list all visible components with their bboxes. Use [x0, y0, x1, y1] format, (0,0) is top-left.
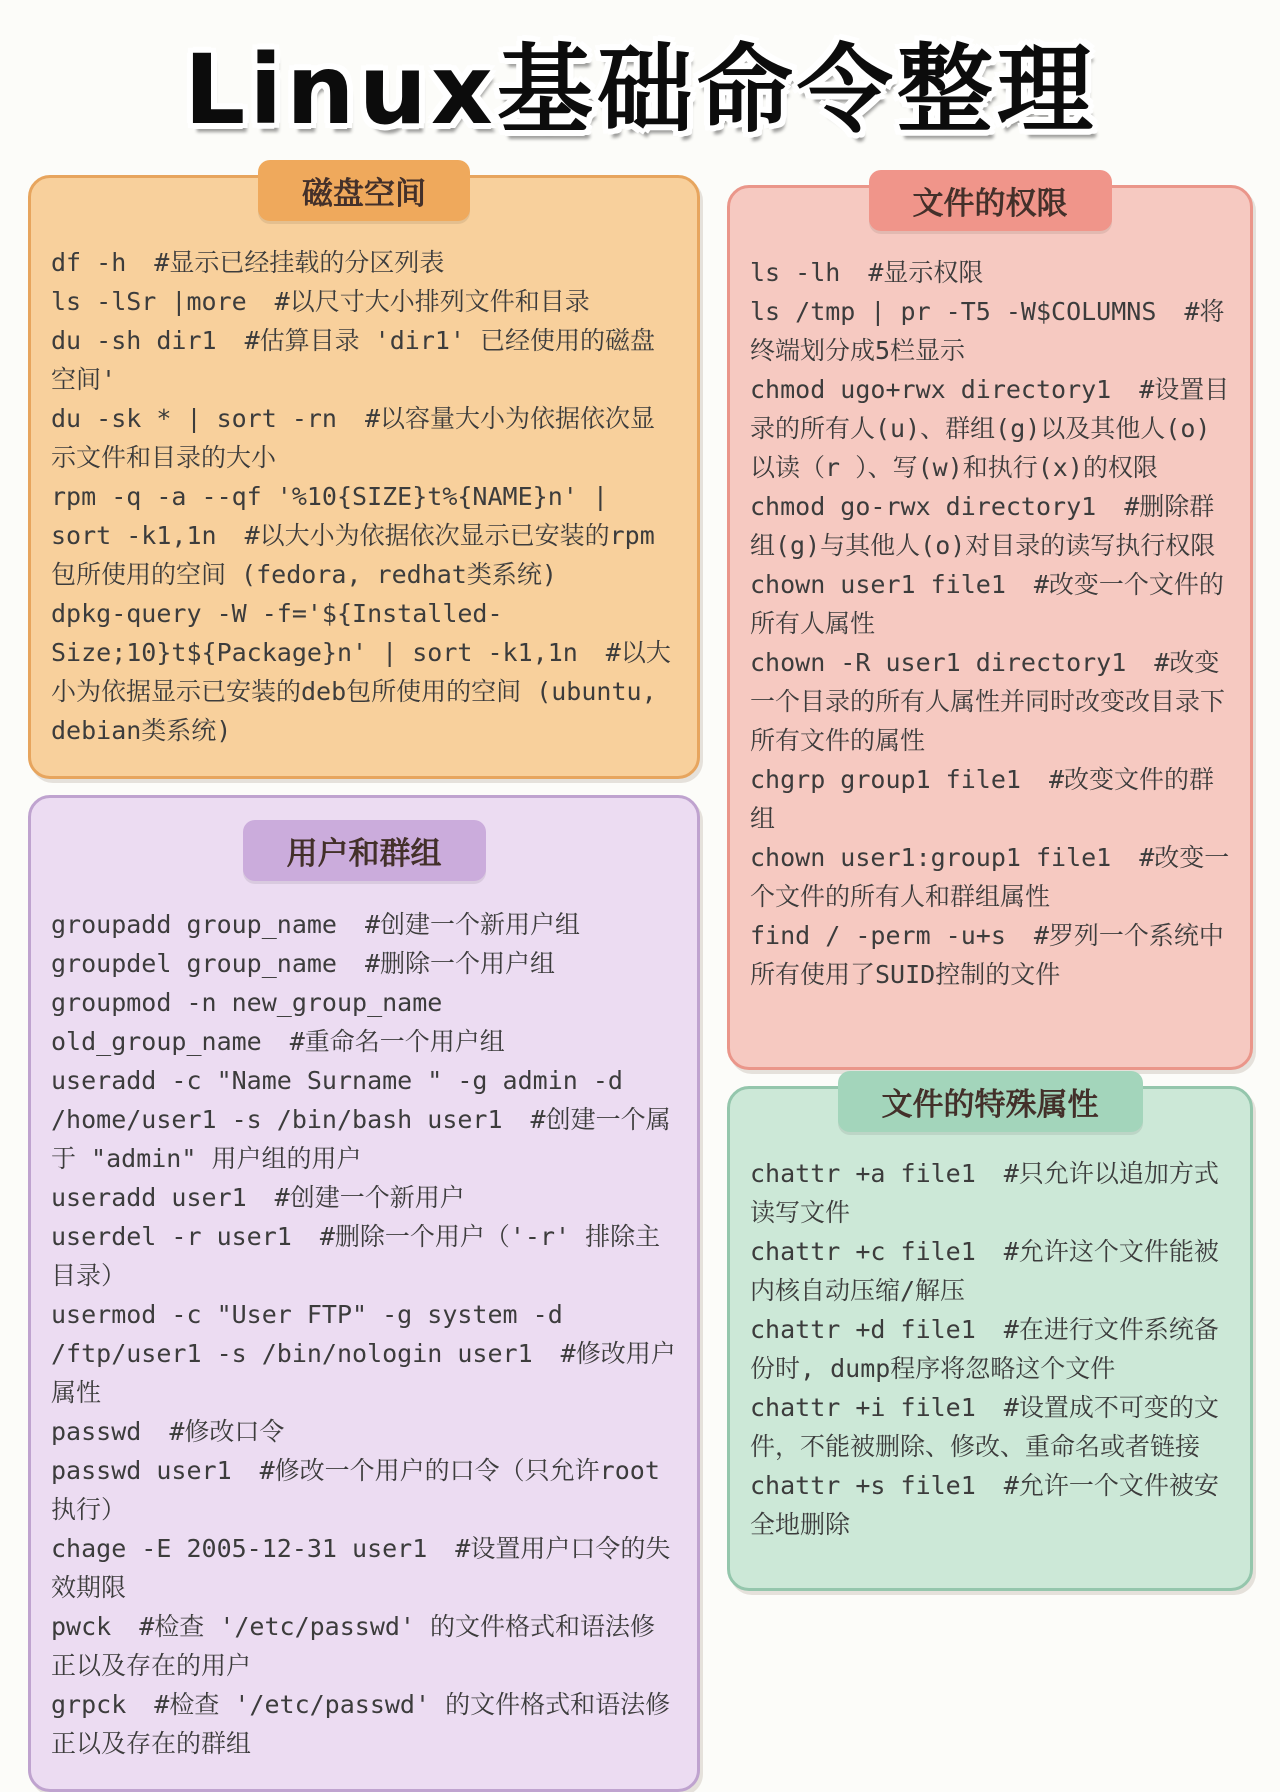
command-text: userdel -r user1 — [51, 1221, 292, 1251]
command-text: chgrp group1 file1 — [750, 764, 1021, 794]
command-entry — [750, 565, 1230, 643]
command-entry — [51, 1451, 677, 1529]
command-comment: #改变一个文件的所有人属性 — [750, 569, 1224, 638]
left-column — [28, 175, 700, 1792]
command-text: groupadd group_name — [51, 909, 337, 939]
command-comment: #设置用户口令的失效期限 — [51, 1533, 671, 1602]
command-entry — [750, 916, 1230, 994]
command-comment: #罗列一个系统中所有使用了SUID控制的文件 — [750, 920, 1224, 989]
command-comment: #显示已经挂载的分区列表 — [154, 247, 445, 277]
command-comment: #创建一个新用户组 — [364, 909, 581, 939]
command-text: grpck — [51, 1689, 127, 1719]
command-entry — [51, 477, 677, 594]
card-file-permissions — [727, 185, 1253, 1070]
command-entry — [750, 1232, 1230, 1310]
command-text: chmod go-rwx directory1 — [750, 491, 1097, 521]
command-text: chown user1 file1 — [750, 569, 1006, 599]
command-comment: #删除一个用户（'-r' 排除主目录） — [51, 1221, 661, 1290]
command-entry — [750, 292, 1230, 370]
command-comment: #改变文件的群组 — [750, 764, 1214, 833]
command-text: passwd — [51, 1416, 142, 1446]
command-entry — [51, 399, 677, 477]
command-comment: #修改用户属性 — [51, 1338, 676, 1407]
command-comment: #修改口令 — [169, 1416, 285, 1446]
command-text: chattr +i file1 — [750, 1392, 976, 1422]
command-comment: #设置成不可变的文件，不能被删除、修改、重命名或者链接 — [750, 1392, 1219, 1461]
command-entry — [51, 1217, 677, 1295]
command-entry — [51, 1607, 677, 1685]
command-entry — [51, 1061, 677, 1178]
users-command-list — [51, 905, 677, 1763]
card-users-groups — [28, 795, 700, 1792]
command-comment: #检查 '/etc/passwd' 的文件格式和语法修正以及存在的用户 — [51, 1611, 656, 1680]
command-comment: #改变一个文件的所有人和群组属性 — [750, 842, 1230, 911]
command-comment: #以尺寸大小排列文件和目录 — [274, 286, 590, 316]
command-text: find / -perm -u+s — [750, 920, 1006, 950]
command-entry — [51, 1412, 677, 1451]
command-text: rpm -q -a --qf '%10{SIZE}t%{NAME}n' | sort -k1,1n — [51, 481, 623, 550]
command-entry — [750, 1388, 1230, 1466]
command-entry — [750, 1466, 1230, 1544]
command-entry — [750, 370, 1230, 487]
command-comment: #设置目录的所有人(u)、群组(g)以及其他人(o)以读（r ）、写(w)和执行(x)的权限 — [750, 374, 1230, 482]
command-comment: #以大小为依据显示已安装的deb包所使用的空间 (ubuntu, debian类系统) — [51, 637, 672, 745]
command-text: dpkg-query -W -f='${Installed-Size;10}t${Package}n' | sort -k1,1n — [51, 598, 578, 667]
command-entry — [750, 838, 1230, 916]
command-comment: #允许这个文件能被内核自动压缩/解压 — [750, 1236, 1219, 1305]
command-entry — [51, 1529, 677, 1607]
command-text: du -sh dir1 — [51, 325, 217, 355]
command-text: groupmod -n new_group_name old_group_name — [51, 987, 458, 1056]
card-disk-space-header: 磁盘空间 — [258, 160, 470, 221]
command-text: chattr +d file1 — [750, 1314, 976, 1344]
command-entry — [750, 760, 1230, 838]
command-entry — [750, 1154, 1230, 1232]
command-text: ls -lh — [750, 257, 841, 287]
command-text: df -h — [51, 247, 127, 277]
command-entry — [51, 282, 677, 321]
command-comment: #检查 '/etc/passwd' 的文件格式和语法修正以及存在的群组 — [51, 1689, 671, 1758]
command-entry — [51, 1178, 677, 1217]
command-comment: #删除一个用户组 — [364, 948, 556, 978]
card-disk-space — [28, 175, 700, 779]
command-text: ls -lSr |more — [51, 286, 247, 316]
command-entry — [51, 1685, 677, 1763]
command-comment: #只允许以追加方式读写文件 — [750, 1158, 1219, 1227]
command-entry — [51, 1295, 677, 1412]
command-text: ls /tmp | pr -T5 -W$COLUMNS — [750, 296, 1157, 326]
command-comment: #显示权限 — [868, 257, 984, 287]
disk-command-list — [51, 243, 677, 750]
command-entry — [750, 643, 1230, 760]
card-file-permissions-header: 文件的权限 — [869, 170, 1112, 231]
command-entry — [51, 594, 677, 750]
command-entry — [750, 1310, 1230, 1388]
command-text: useradd user1 — [51, 1182, 247, 1212]
command-comment: #改变一个目录的所有人属性并同时改变改目录下所有文件的属性 — [750, 647, 1226, 755]
perms-command-list — [750, 253, 1230, 994]
command-comment: #估算目录 'dir1' 已经使用的磁盘空间' — [51, 325, 656, 394]
command-text: chattr +a file1 — [750, 1158, 976, 1188]
two-column-layout — [28, 175, 1253, 1792]
command-comment: #重命名一个用户组 — [289, 1026, 505, 1056]
attrs-command-list — [750, 1154, 1230, 1544]
command-entry — [51, 944, 677, 983]
page-title: Linux基础命令整理 — [184, 34, 1097, 146]
command-entry — [750, 253, 1230, 292]
command-text: passwd user1 — [51, 1455, 232, 1485]
command-comment: #在进行文件系统备份时, dump程序将忽略这个文件 — [750, 1314, 1219, 1383]
command-text: pwck — [51, 1611, 112, 1641]
command-comment: #将终端划分成5栏显示 — [750, 296, 1225, 365]
command-entry — [750, 487, 1230, 565]
card-special-attributes — [727, 1086, 1253, 1591]
command-text: du -sk * | sort -rn — [51, 403, 337, 433]
command-text: usermod -c "User FTP" -g system -d /ftp/user1 -s /bin/nologin user1 — [51, 1299, 578, 1368]
command-entry — [51, 905, 677, 944]
title-area — [28, 26, 1253, 175]
right-column — [727, 185, 1253, 1591]
card-users-groups-header: 用户和群组 — [243, 820, 486, 881]
command-comment: #创建一个属于 "admin" 用户组的用户 — [51, 1104, 671, 1173]
command-entry — [51, 983, 677, 1061]
command-text: chage -E 2005-12-31 user1 — [51, 1533, 428, 1563]
command-comment: #删除群组(g)与其他人(o)对目录的读写执行权限 — [750, 491, 1216, 560]
command-text: useradd -c "Name Surname " -g admin -d /home/user1 -s /bin/bash user1 — [51, 1065, 639, 1134]
command-text: groupdel group_name — [51, 948, 337, 978]
command-comment: #允许一个文件被安全地删除 — [750, 1470, 1219, 1539]
command-entry — [51, 321, 677, 399]
command-text: chown -R user1 directory1 — [750, 647, 1127, 677]
card-special-attributes-header: 文件的特殊属性 — [838, 1071, 1143, 1132]
command-text: chattr +s file1 — [750, 1470, 976, 1500]
command-comment: #修改一个用户的口令（只允许root执行） — [51, 1455, 660, 1524]
command-comment: #以容量大小为依据依次显示文件和目录的大小 — [51, 403, 656, 472]
command-entry — [51, 243, 677, 282]
command-comment: #创建一个新用户 — [274, 1182, 465, 1212]
command-text: chattr +c file1 — [750, 1236, 976, 1266]
command-text: chmod ugo+rwx directory1 — [750, 374, 1112, 404]
command-text: chown user1:group1 file1 — [750, 842, 1112, 872]
command-comment: #以大小为依据依次显示已安装的rpm包所使用的空间 (fedora, redhat类系统) — [51, 520, 655, 589]
